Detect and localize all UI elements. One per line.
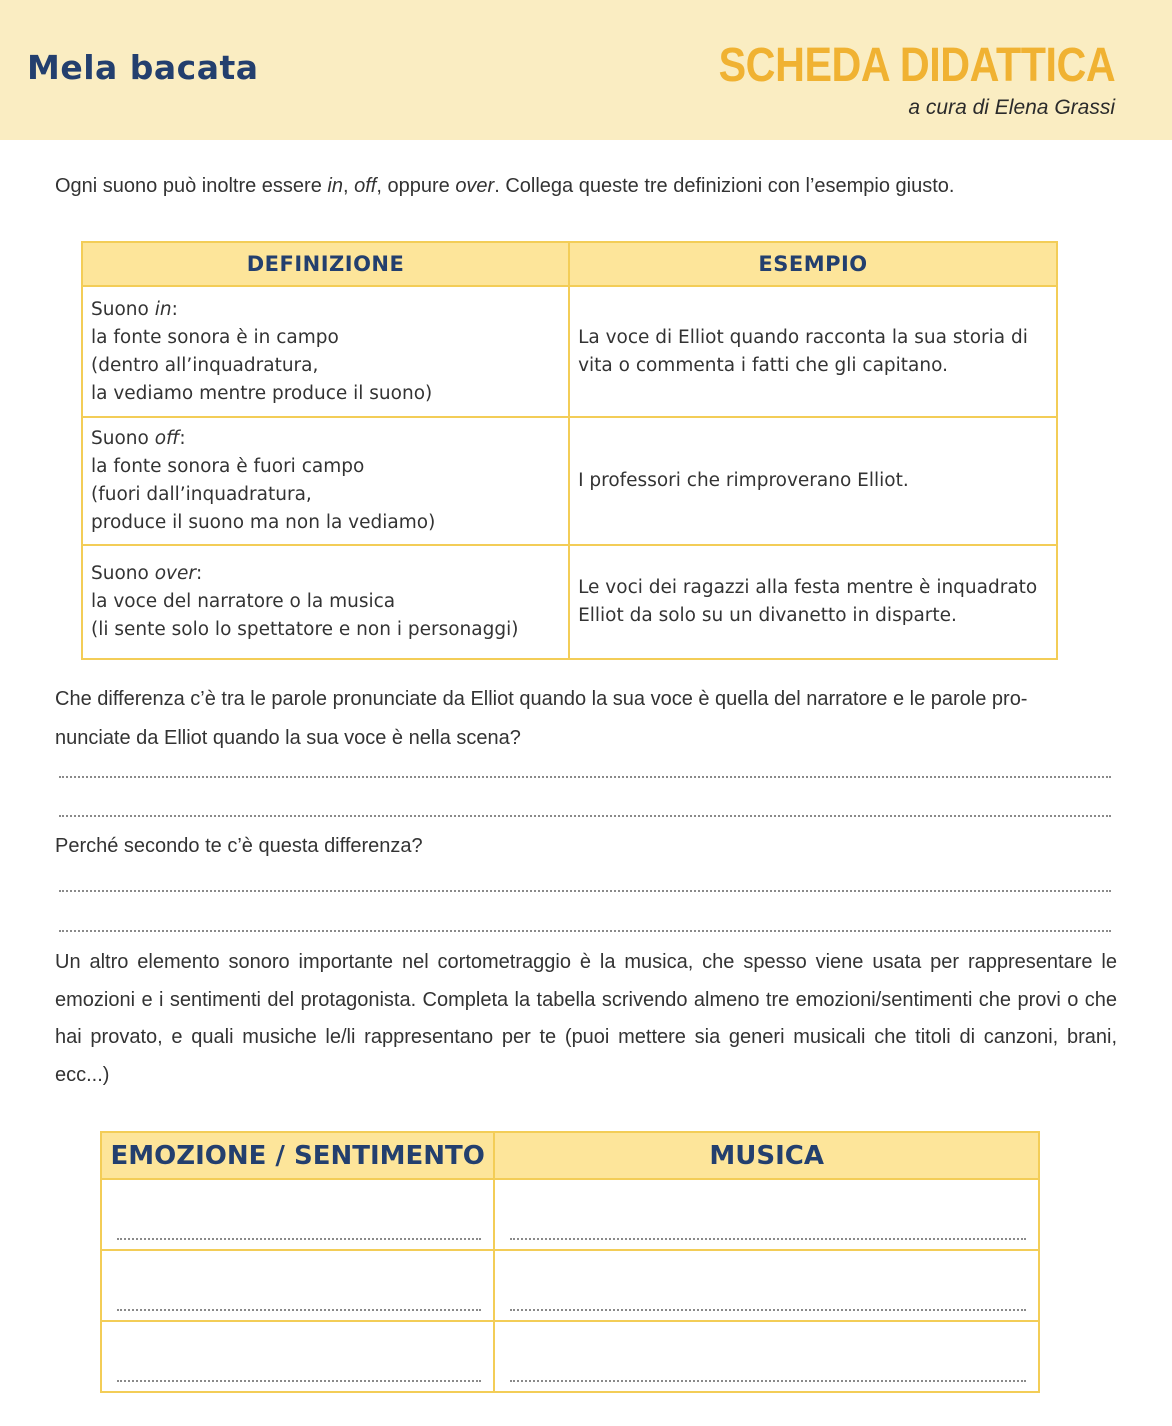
answer-line [510,1380,1026,1382]
author-credit: a cura di Elena Grassi [908,96,1115,119]
term-over: over [455,175,495,197]
answer-line [510,1238,1026,1240]
table-row [101,1179,1039,1250]
definition-cell [82,417,569,545]
intro-sep: , [342,175,355,197]
example-cell[interactable] [569,417,1057,545]
sound-type-label: Suono over: [91,563,203,584]
header-definizione: DEFINIZIONE [82,242,569,286]
question-1-line: nunciate da Elliot quando la sua voce è nella scena? [55,727,521,749]
answer-line-1b[interactable] [59,815,1111,817]
example-line: La voce di Elliot quando racconta la sua storia di [578,326,1028,348]
answer-line [117,1380,481,1382]
term-in: in [327,175,343,197]
term-off: off [354,175,377,197]
table-row [101,1321,1039,1392]
intro-text: Ogni suono può inoltre essere [55,175,328,197]
intro-sep: , oppure [376,175,456,197]
intro-text: . Collega queste tre definizioni con l’esempio giusto. [494,175,955,197]
example-line: vita o commenta i fatti che gli capitano. [578,354,948,376]
music-cell[interactable] [494,1250,1039,1321]
definition-line: la fonte sonora è in campo [91,326,339,348]
answer-line-1a[interactable] [59,776,1111,778]
example-cell[interactable] [569,286,1057,417]
sound-type-label: Suono in: [91,298,178,320]
music-cell[interactable] [494,1321,1039,1392]
table-row [82,286,1057,417]
definition-line: produce il suono ma non la vediamo) [91,512,436,533]
question-1-line: Che differenza c’è tra le parole pronunciate da Elliot quando la sua voce è quella del narratore e le parole pro- [55,688,1028,710]
question-1 [55,680,1117,758]
emotion-cell[interactable] [101,1321,494,1392]
definition-table [81,241,1058,660]
answer-line [510,1309,1026,1311]
sheet-title: SCHEDA DIDATTICA [718,39,1115,92]
table-row [101,1250,1039,1321]
definition-line: la voce del narratore o la musica [91,591,396,612]
header-emozione: EMOZIONE / SENTIMENTO [101,1132,494,1179]
music-cell[interactable] [494,1179,1039,1250]
intro-instruction [55,175,954,198]
table-row [82,545,1057,659]
definition-cell [82,286,569,417]
music-instruction: Un altro elemento sonoro importante nel cortometraggio è la musica, che spesso viene usata per rappresentare le emozioni e i sentimenti del protagonista. Completa la tabella scrivendo almeno tre emozioni/sentimenti che provi o che hai provato, e quali musiche le/li rappresentano per te (puoi mettere sia generi musicali che titoli di canzoni, brani, ecc...) [55,951,1117,1086]
answer-line-2b[interactable] [59,930,1111,932]
answer-line [117,1238,481,1240]
sound-type-label: Suono off: [91,428,186,449]
answer-line [117,1309,481,1311]
definition-line: (dentro all’inquadratura, [91,354,319,376]
table-row [82,417,1057,545]
example-line: Le voci dei ragazzi alla festa mentre è inquadrato [578,577,1038,598]
definition-line: (fuori dall’inquadratura, [91,484,312,505]
emotion-cell[interactable] [101,1179,494,1250]
definition-table-header [82,242,1057,286]
example-cell[interactable] [569,545,1057,659]
definition-line: la vediamo mentre produce il suono) [91,382,433,404]
example-line: Elliot da solo su un divanetto in disparte. [578,605,957,626]
page-header [0,0,1172,140]
question-2: Perché secondo te c’è questa differenza? [55,835,423,857]
answer-line-2a[interactable] [59,890,1111,892]
example-line: I professori che rimproverano Elliot. [578,470,909,491]
header-musica: MUSICA [494,1132,1039,1179]
definition-line: la fonte sonora è fuori campo [91,456,365,477]
emotion-table-header [101,1132,1039,1179]
emotion-music-table [100,1131,1040,1393]
definition-line: (li sente solo lo spettatore e non i personaggi) [91,619,519,640]
brand-title: Mela bacata [27,48,259,87]
emotion-cell[interactable] [101,1250,494,1321]
definition-cell [82,545,569,659]
header-esempio: ESEMPIO [569,242,1057,286]
